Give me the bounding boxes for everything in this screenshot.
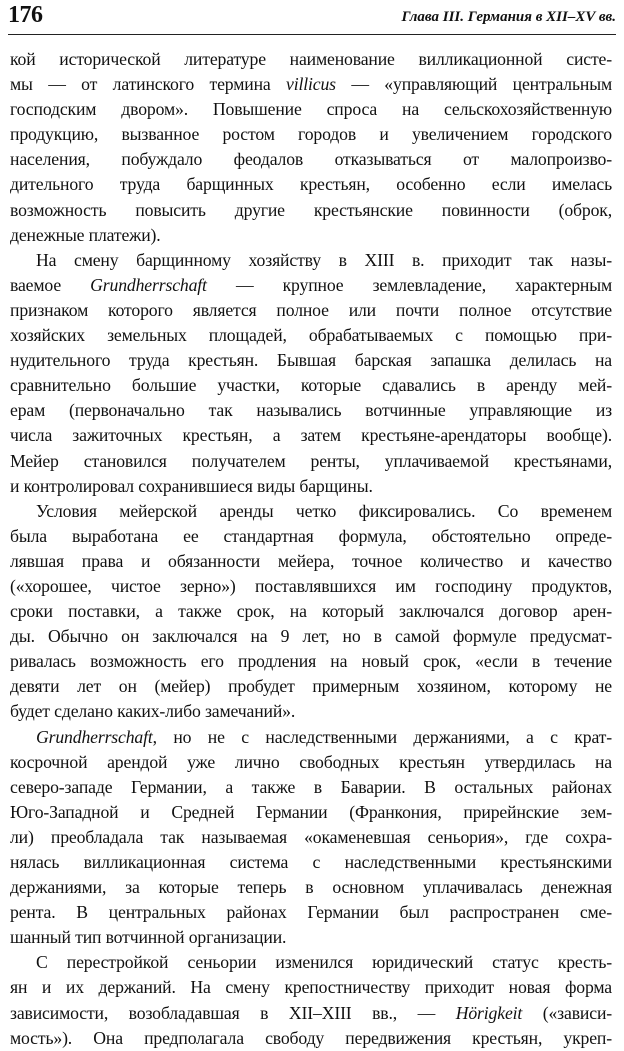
text-line: северо-западе Германии, а также в Баварии. В остальных районах (10, 776, 612, 797)
text-line: и контролировал сохранившиеся виды барщины. (10, 475, 373, 496)
paragraph (10, 950, 612, 1050)
text-line: ян и их держаний. На смену крепостничеству приходит новая форма (10, 977, 612, 998)
text-line: ли) преобладала так называемая «окаменевшая сеньория», где сохра- (10, 826, 612, 847)
running-head: Глава III. Германия в XII–XV вв. (401, 9, 616, 25)
text-line: Grundherrschaft, но не с наследственными держаниями, а с крат- (36, 726, 612, 747)
text-line: («хорошее, чистое зерно») поставлявшихся им господину продуктов, (10, 575, 612, 596)
text-line: Условия мейерской аренды четко фиксировались. Со временем (36, 500, 612, 521)
text-line: населения, побуждало феодалов отказываться от малопроизво- (10, 149, 612, 170)
text-line: шанный тип вотчинной организации. (10, 927, 287, 948)
text-line: нудительного труда крестьян. Бывшая барская запашка делилась на (10, 350, 612, 371)
text-line: сравнительно большие участки, которые сдавались в аренду мей- (10, 375, 612, 396)
text-line: денежные платежи). (10, 224, 161, 245)
page-header (8, 0, 616, 35)
paragraph (10, 499, 612, 725)
text-line: будет сделано каких-либо замечаний». (10, 701, 296, 722)
text-line: ваемое Grundherrschaft — крупное землевладение, характерным (10, 274, 612, 295)
text-line: рента. В центральных районах Германии был распространен сме- (10, 902, 612, 923)
text-line: ерам (первоначально так назывались вотчинные управляющие из (10, 400, 612, 421)
text-line: продукцию, вызванное ростом городов и увеличением городского (10, 124, 612, 145)
body-text (10, 47, 612, 1051)
text-line: господским двором». Повышение спроса на сельскохозяйственную (10, 99, 612, 120)
paragraph (10, 47, 612, 248)
text-line: С перестройкой сеньории изменился юридический статус кресть- (36, 952, 612, 973)
text-line: На смену барщинному хозяйству в XIII в. приходит так назы- (36, 249, 612, 270)
text-line: лявшая права и обязанности мейера, точное количество и качество (10, 550, 612, 571)
page-number: 176 (8, 2, 43, 28)
text-line: была выработана ее стандартная формула, обстоятельно опреде- (10, 525, 612, 546)
text-line: держаниями, за которые теперь в основном уплачивалась денежная (10, 877, 612, 898)
text-line: дительного труда барщинных крестьян, особенно если имелась (10, 174, 612, 195)
text-line: ривалась возможность его продления на новый срок, «если в течение (10, 651, 612, 672)
text-line: числа зажиточных крестьян, а затем крестьяне-арендаторы вообще). (10, 425, 612, 446)
text-line: Мейер становился получателем ренты, уплачиваемой крестьянами, (10, 450, 612, 471)
text-line: девяти лет он (мейер) пробудет примерным хозяином, которому не (10, 676, 612, 697)
text-line: мость»). Она предполагала свободу передвижения крестьян, укреп- (10, 1027, 612, 1048)
paragraph (10, 725, 612, 951)
text-line: признаком которого является полное или почти полное отсутствие (10, 299, 612, 320)
text-line: ды. Обычно он заключался на 9 лет, но в самой формуле предусмат- (10, 626, 612, 647)
text-line: возможность повысить другие крестьянские повинности (оброк, (10, 199, 612, 220)
text-line: нялась вилликационная система с наследственными крестьянскими (10, 852, 612, 872)
text-line: кой исторической литературе наименование вилликационной систе- (10, 49, 612, 69)
text-line: мы — от латинского термина villicus — «управляющий центральным (10, 74, 612, 95)
text-line: зависимости, возобладавшая в XII–XIII вв., — Hörigkeit («зависи- (10, 1002, 612, 1023)
paragraph (10, 248, 612, 499)
text-line: хозяйских земельных площадей, обрабатываемых с помощью при- (10, 325, 612, 346)
text-line: Юго-Западной и Средней Германии (Франкония, прирейнские зем- (10, 801, 612, 822)
text-line: косрочной арендой уже лично свободных крестьян утвердилась на (10, 751, 612, 772)
text-line: сроки поставки, а также срок, на который заключался договор арен- (10, 601, 612, 622)
